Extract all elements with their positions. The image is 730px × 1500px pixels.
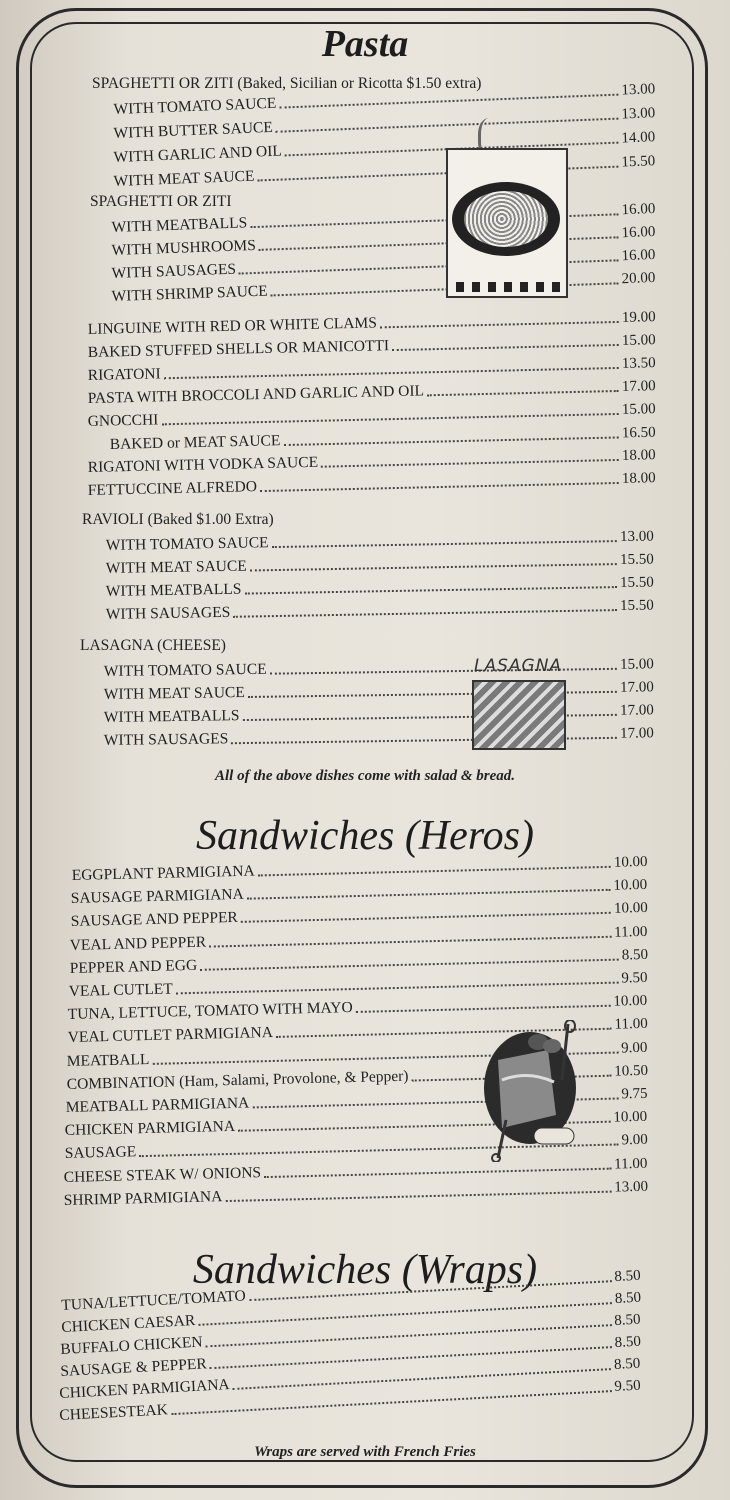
dot-leader	[380, 321, 619, 328]
menu-item-name: RIGATONI WITH VODKA SAUCE	[87, 453, 319, 477]
menu-item-price: 15.50	[619, 551, 654, 569]
menu-item-name: EGGPLANT PARMIGIANA	[71, 862, 255, 885]
menu-item-name: MEATBALL PARMIGIANA	[65, 1094, 250, 1117]
wraps-note: Wraps are served with French Fries	[254, 1444, 476, 1460]
spaghetti-ziti-label-2: SPAGHETTI OR ZITI	[90, 193, 232, 210]
dot-leader	[270, 668, 617, 675]
menu-item-name: BAKED or MEAT SAUCE	[109, 432, 281, 454]
menu-item-name: GNOCCHI	[87, 411, 159, 431]
menu-item-price: 15.00	[621, 401, 656, 418]
menu-item-name: CHICKEN PARMIGIANA	[64, 1118, 236, 1140]
menu-item-name: VEAL CUTLET PARMIGIANA	[67, 1024, 273, 1047]
menu-item-name: LINGUINE WITH RED OR WHITE CLAMS	[87, 314, 378, 339]
menu-item-name: CHEESESTEAK	[59, 1401, 169, 1425]
dot-leader	[321, 459, 619, 468]
menu-item-price: 19.00	[621, 309, 656, 326]
menu-item-price: 8.50	[614, 1333, 642, 1351]
menu-item-name: PEPPER AND EGG	[69, 956, 197, 977]
menu-item-name: WITH TOMATO SAUCE	[103, 660, 267, 681]
dot-leader	[200, 958, 619, 970]
menu-item-name: TUNA/LETTUCE/TOMATO	[61, 1287, 247, 1315]
menu-item-name: WITH SAUSAGES	[111, 260, 237, 283]
menu-item-name: SAUSAGE	[64, 1143, 137, 1163]
menu-item-name: SAUSAGE & PEPPER	[59, 1355, 207, 1381]
menu-item-name: WITH SAUSAGES	[105, 603, 231, 624]
menu-item-price: 8.50	[614, 1267, 642, 1286]
menu-item-name: MEATBALL	[66, 1050, 150, 1070]
menu-item-price: 13.00	[621, 105, 656, 123]
menu-item-price: 10.00	[613, 900, 648, 918]
dot-leader	[283, 436, 619, 446]
menu-item-name: WITH SAUSAGES	[103, 730, 229, 750]
menu-item-price: 14.00	[621, 129, 656, 147]
menu-item-name: CHICKEN PARMIGIANA	[59, 1376, 231, 1403]
menu-item-name: WITH TOMATO SAUCE	[105, 534, 269, 555]
menu-item-name: SAUSAGE AND PEPPER	[70, 909, 238, 931]
menu-item-price: 8.50	[614, 1311, 642, 1329]
dot-leader	[244, 586, 617, 595]
menu-item-price: 15.00	[621, 332, 656, 349]
menu-item-price: 13.00	[619, 528, 654, 546]
menu-item-name: RIGATONI	[87, 365, 161, 385]
dot-leader	[250, 563, 617, 571]
menu-item-name: WITH MEAT SAUCE	[103, 684, 245, 704]
menu-item-name: WITH SHRIMP SAUCE	[111, 282, 269, 306]
menu-item-price: 10.50	[613, 1062, 648, 1080]
menu-item-name: WITH TOMATO SAUCE	[113, 94, 277, 119]
hero-sandwich-icon	[478, 1020, 582, 1162]
dot-leader	[241, 912, 611, 923]
menu-item-price: 17.00	[619, 725, 654, 742]
ravioli-label: RAVIOLI (Baked $1.00 Extra)	[82, 511, 274, 528]
menu-item-price: 9.50	[614, 1377, 642, 1395]
menu-item-name: WITH GARLIC AND OIL	[113, 142, 283, 167]
menu-item-name: SHRIMP PARMIGIANA	[63, 1187, 223, 1209]
menu-item-name: WITH MEATBALLS	[105, 580, 242, 601]
menu-item-price: 16.00	[621, 224, 656, 242]
dot-leader	[264, 1167, 611, 1177]
menu-item-name: WITH MEAT SAUCE	[113, 167, 255, 191]
menu-item-price: 10.00	[613, 1108, 648, 1126]
checkered-cloth-icon	[448, 272, 566, 292]
spaghetti-ziti-label: SPAGHETTI OR ZITI (Baked, Sicilian or Ricotta $1.50 extra)	[92, 75, 482, 92]
menu-item-name: WITH MEAT SAUCE	[105, 557, 247, 578]
dot-leader	[164, 367, 619, 379]
menu-item-price: 9.50	[621, 969, 648, 987]
dot-leader	[161, 413, 619, 425]
menu-item-row	[104, 723, 654, 751]
menu-item-name: WITH MEATBALLS	[103, 707, 240, 727]
menu-item-price: 13.50	[621, 355, 656, 372]
dot-leader	[258, 866, 611, 877]
menu-item-name: CHICKEN CAESAR	[60, 1312, 196, 1337]
dot-leader	[427, 390, 619, 396]
menu-item-price: 13.00	[621, 81, 656, 99]
menu-item-price: 8.50	[614, 1355, 642, 1373]
menu-item-price: 9.75	[621, 1085, 648, 1103]
menu-item-price: 17.00	[619, 679, 654, 696]
dot-leader	[233, 609, 617, 618]
menu-item-name: SAUSAGE PARMIGIANA	[70, 885, 245, 908]
lasagna-label: LASAGNA (CHEESE)	[80, 637, 226, 654]
dot-leader	[272, 540, 617, 548]
menu-item-price: 15.00	[619, 656, 654, 673]
menu-item-price: 9.00	[621, 1132, 648, 1149]
menu-item-name: PASTA WITH BROCCOLI AND GARLIC AND OIL	[87, 382, 425, 408]
dot-leader	[356, 1005, 611, 1013]
menu-item-name: BAKED STUFFED SHELLS OR MANICOTTI	[87, 337, 390, 362]
menu-item-price: 17.00	[621, 378, 656, 395]
dot-leader	[247, 889, 611, 900]
menu-item-price: 10.00	[613, 993, 648, 1010]
pasta-title: Pasta	[321, 23, 409, 65]
menu-item-price: 15.50	[619, 597, 654, 615]
menu-item-name: VEAL CUTLET	[68, 980, 173, 1001]
menu-item-name: CHEESE STEAK W/ ONIONS	[63, 1163, 262, 1186]
plate-icon	[452, 182, 560, 256]
menu-item-price: 15.50	[619, 574, 654, 592]
menu-item-price: 11.00	[614, 1155, 648, 1173]
menu-item-price: 15.50	[621, 153, 656, 171]
dot-leader	[260, 482, 619, 492]
menu-item-price: 10.00	[613, 853, 648, 871]
heros-title: Sandwiches (Heros)	[196, 813, 534, 859]
menu-item-name: COMBINATION (Ham, Salami, Provolone, & Pepper)	[66, 1067, 409, 1093]
menu-item-name: WITH MUSHROOMS	[111, 236, 257, 260]
menu-item-name: VEAL AND PEPPER	[69, 933, 207, 954]
dot-leader	[209, 935, 611, 947]
menu-item-price: 9.00	[621, 1039, 648, 1057]
menu-item-price: 10.00	[613, 877, 648, 894]
menu-item-price: 16.50	[621, 424, 656, 442]
dot-leader	[225, 1190, 611, 1201]
lasagna-art-text: LASAGNA	[474, 656, 563, 676]
menu-item-price: 17.00	[619, 702, 654, 719]
dot-leader	[392, 344, 619, 351]
menu-item-price: 13.00	[613, 1178, 648, 1196]
menu-item-name: FETTUCCINE ALFREDO	[87, 478, 258, 500]
menu-item-price: 16.00	[621, 201, 656, 219]
pasta-note: All of the above dishes come with salad & bread.	[215, 768, 515, 784]
pasta-plate-icon	[446, 148, 568, 298]
menu-item-name: WITH BUTTER SAUCE	[113, 118, 274, 143]
menu-item-name: TUNA, LETTUCE, TOMATO WITH MAYO	[67, 999, 354, 1024]
menu-item-price: 8.50	[621, 946, 648, 964]
menu-item-price: 16.00	[621, 247, 656, 265]
lasagna-icon	[472, 680, 566, 750]
menu-item-price: 8.50	[614, 1289, 642, 1308]
menu-item-price: 20.00	[621, 270, 656, 288]
menu-item-name: WITH MEATBALLS	[111, 214, 248, 237]
menu-item-price: 18.00	[621, 470, 656, 487]
menu-item-price: 11.00	[614, 1016, 648, 1034]
menu-item-price: 11.00	[614, 923, 648, 941]
menu-item-name: BUFFALO CHICKEN	[60, 1333, 204, 1359]
wraps-title: Sandwiches (Wraps)	[192, 1247, 538, 1293]
menu-item-price: 18.00	[621, 447, 656, 464]
